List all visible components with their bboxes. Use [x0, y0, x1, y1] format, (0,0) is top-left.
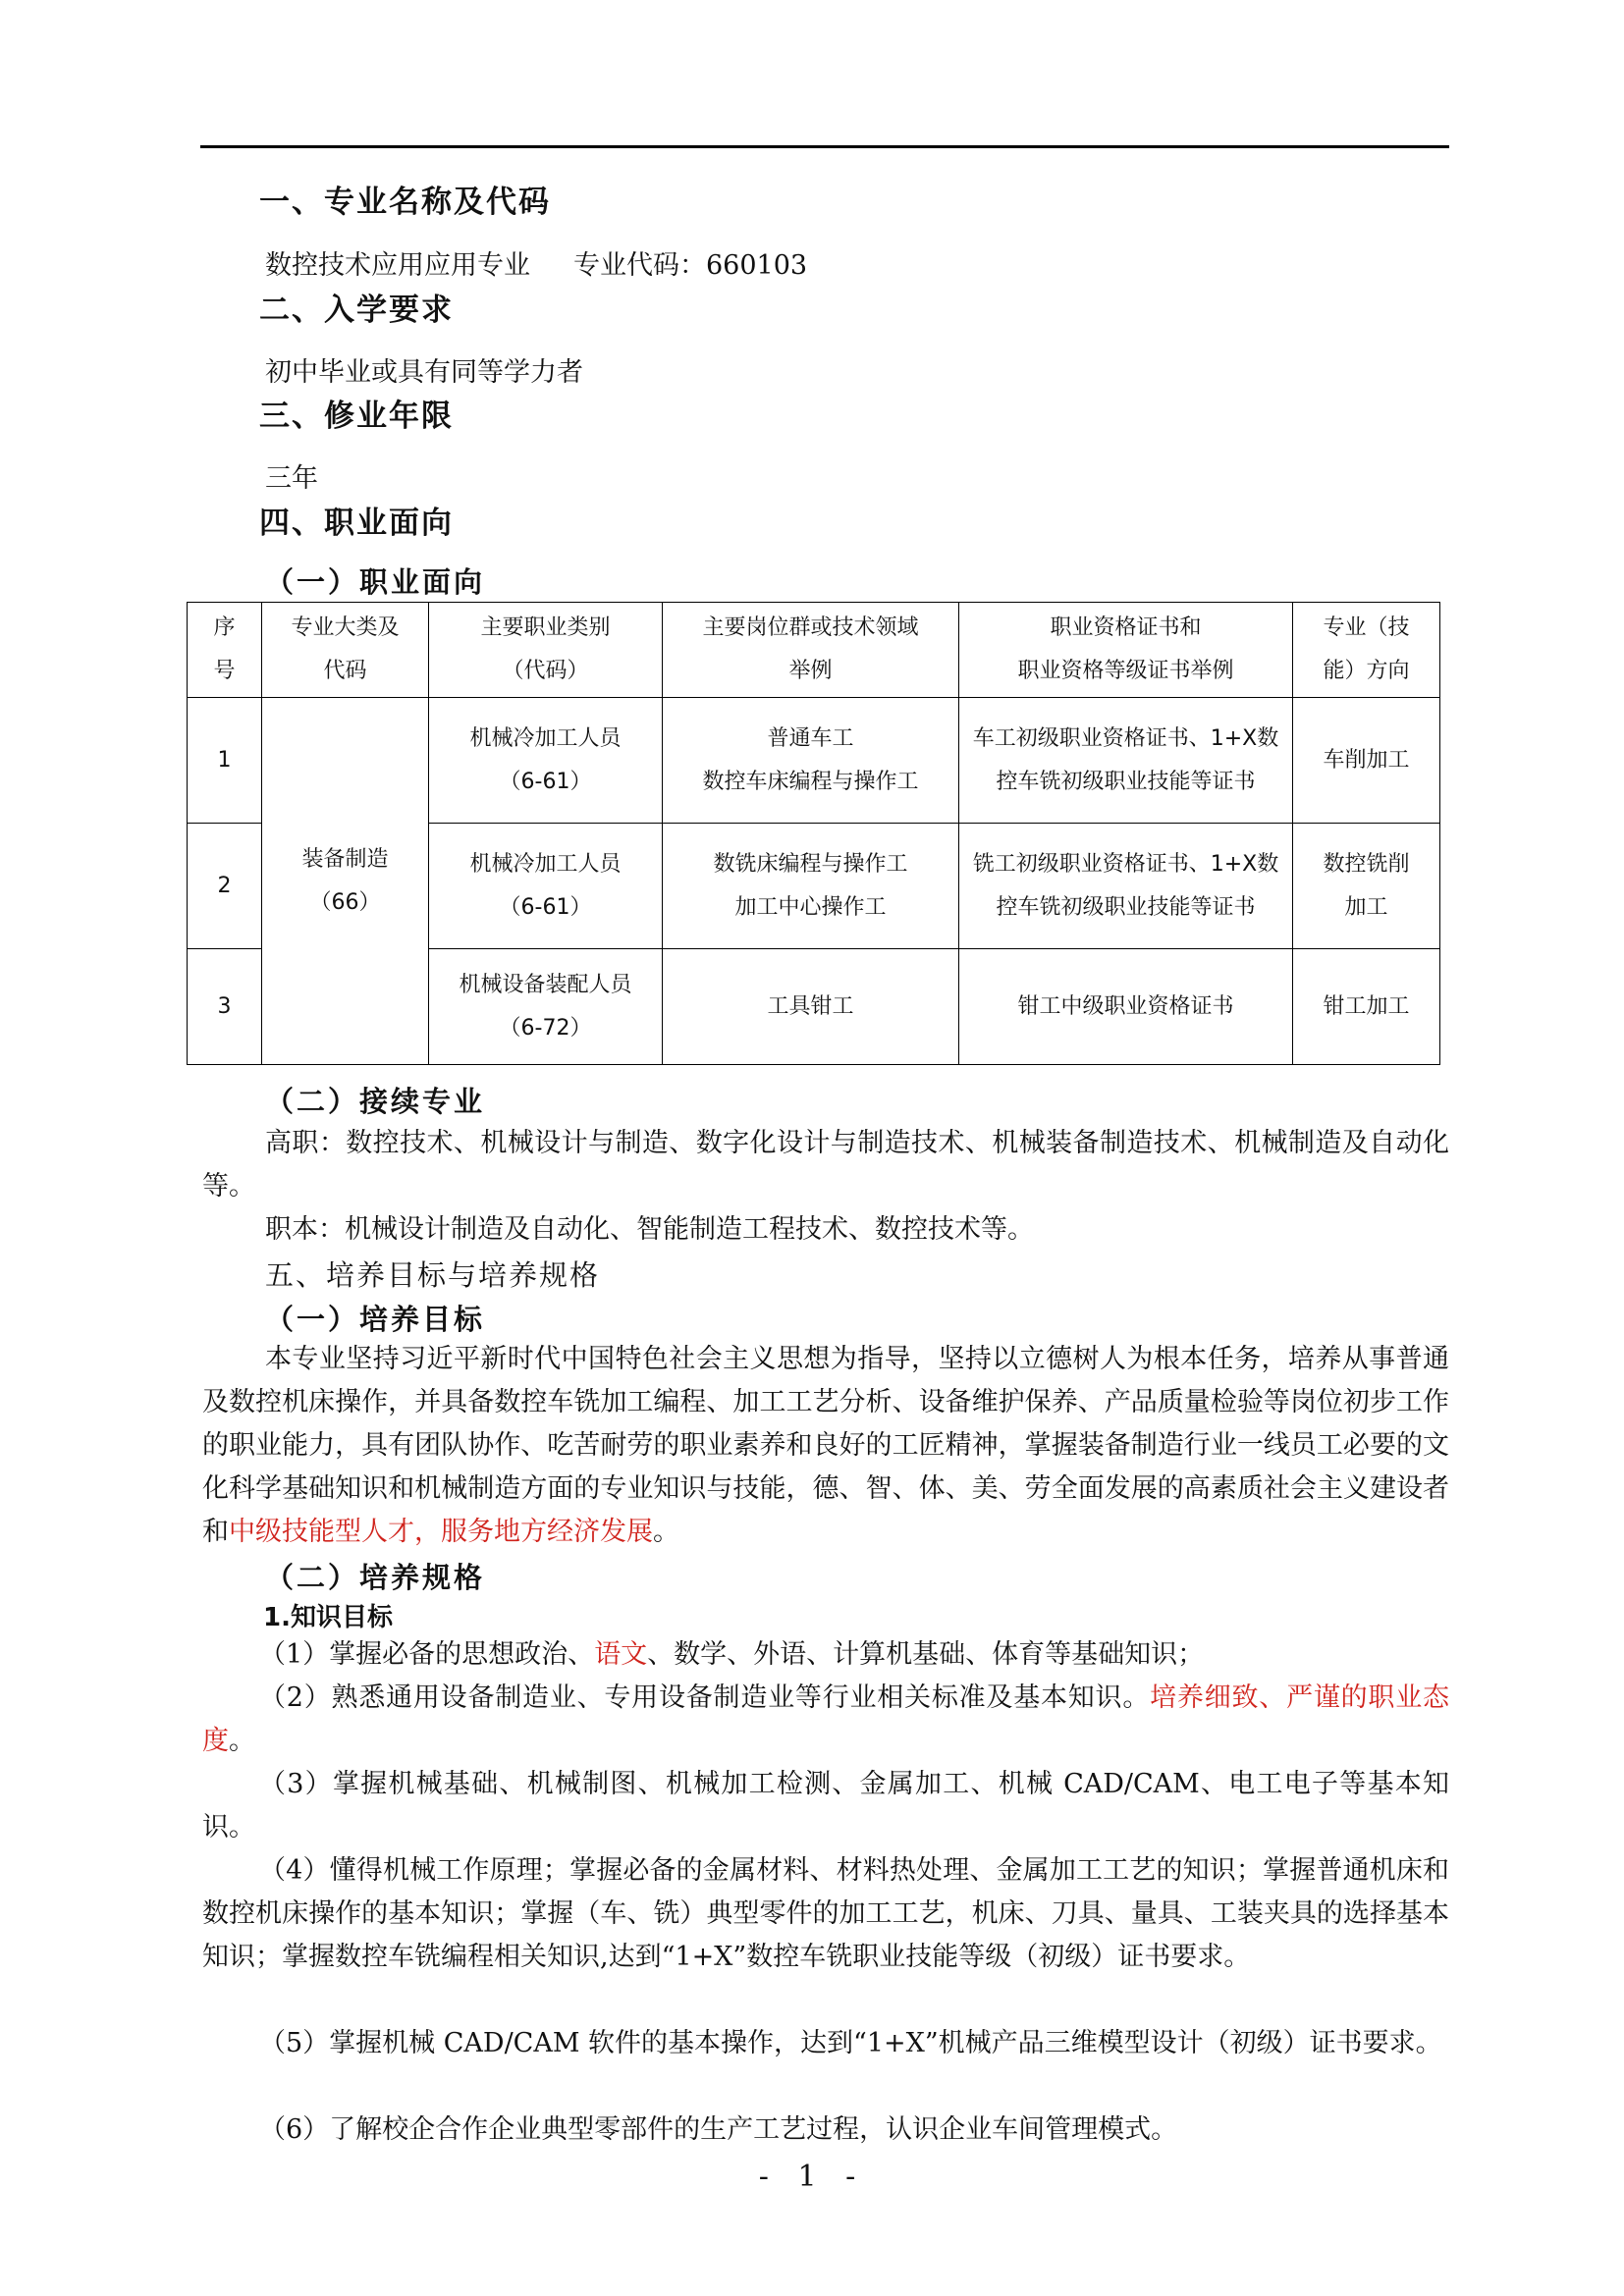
major-name: 数控技术应用应用专业: [265, 250, 530, 281]
knowledge-item-1: （1）掌握必备的思想政治、语文、数学、外语、计算机基础、体育等基础知识；: [259, 1639, 1205, 1670]
section-2-title: 二、入学要求: [259, 293, 454, 328]
section-5-title: 五、培养目标与培养规格: [265, 1258, 601, 1292]
header-post: 主要岗位群或技术领域 举例: [663, 603, 959, 698]
table-row: [188, 698, 1440, 824]
row-certificate: 钳工中级职业资格证书: [959, 949, 1293, 1065]
knowledge-item-4: （4）懂得机械工作原理；掌握必备的金属材料、材料热处理、金属加工工艺的知识；掌握普通机床和数控机床操作的基本知识；掌握（车、铣）典型零件的加工工艺，机床、刀具、量具、工装夹具的选择基本知识；掌握数控车铣编程相关知识,达到“1+X”数控车铣职业技能等级（初级）证书要求。: [202, 1855, 1449, 1972]
row-no: 1: [188, 698, 262, 824]
section-5-1-title: （一）培养目标: [265, 1303, 486, 1336]
row-certificate: 车工初级职业资格证书、1+X数控车铣初级职业技能等证书: [959, 698, 1293, 824]
section-4-title: 四、职业面向: [259, 506, 454, 541]
knowledge-goal-title: 1.知识目标: [263, 1603, 393, 1632]
category-cell: 装备制造 （66）: [262, 698, 429, 1065]
training-goal-paragraph: 本专业坚持习近平新时代中国特色社会主义思想为指导，坚持以立德树人为根本任务，培养从事普通及数控机床操作，并具备数控车铣加工编程、加工工艺分析、设备维护保养、产品质量检验等岗位初步工作的职业能力，具有团队协作、吃苦耐劳的职业素养和良好的工匠精神，掌握装备制造行业一线员工必要的文化科学基础知识和机械制造方面的专业知识与技能，德、智、体、美、劳全面发展的高素质社会主义建设者和中级技能型人才，服务地方经济发展。: [202, 1344, 1449, 1547]
header-no: 序 号: [188, 603, 262, 698]
section-5-2-title: （二）培养规格: [265, 1561, 486, 1594]
continuing-higher-vocational: 高职：数控技术、机械设计与制造、数字化设计与制造技术、机械装备制造技术、机械制造及自动化等。: [202, 1128, 1449, 1201]
section-4-2-title: （二）接续专业: [265, 1085, 486, 1118]
page-number: - 1 -: [758, 2160, 866, 2194]
row-direction: 钳工加工: [1293, 949, 1440, 1065]
header-rule: [200, 145, 1449, 148]
row-job: 机械冷加工人员 （6-61）: [429, 698, 663, 824]
section-4-1-title: （一）职业面向: [265, 565, 486, 599]
highlight-text: 中级技能型人才，服务地方经济发展: [229, 1517, 653, 1547]
knowledge-item-6: （6）了解校企合作企业典型零部件的生产工艺过程，认识企业车间管理模式。: [259, 2114, 1178, 2145]
header-direction: 专业（技 能）方向: [1293, 603, 1440, 698]
admission-requirement: 初中毕业或具有同等学力者: [265, 357, 583, 388]
row-direction: 车削加工: [1293, 698, 1440, 824]
continuing-vocational-bachelor: 职本：机械设计制造及自动化、智能制造工程技术、数控技术等。: [265, 1214, 1034, 1245]
row-certificate: 铣工初级职业资格证书、1+X数控车铣初级职业技能等证书: [959, 824, 1293, 949]
study-duration: 三年: [265, 463, 318, 494]
row-job: 机械冷加工人员 （6-61）: [429, 824, 663, 949]
section-1-title: 一、专业名称及代码: [259, 185, 551, 220]
major-code: 专业代码：660103: [573, 250, 808, 281]
row-direction: 数控铣削加工: [1293, 824, 1440, 949]
knowledge-item-5: （5）掌握机械 CAD/CAM 软件的基本操作，达到“1+X”机械产品三维模型设计（初级）证书要求。: [259, 2028, 1442, 2058]
row-job: 机械设备装配人员 （6-72）: [429, 949, 663, 1065]
row-post: 数铣床编程与操作工 加工中心操作工: [663, 824, 959, 949]
knowledge-item-3: （3）掌握机械基础、机械制图、机械加工检测、金属加工、机械 CAD/CAM、电工电子等基本知识。: [202, 1769, 1449, 1842]
row-no: 2: [188, 824, 262, 949]
row-post: 普通车工 数控车床编程与操作工: [663, 698, 959, 824]
table-header-row: [188, 603, 1440, 698]
row-post: 工具钳工: [663, 949, 959, 1065]
occupation-table: [187, 602, 1440, 1065]
major-name-line: [265, 243, 807, 282]
header-job-type: 主要职业类别 （代码）: [429, 603, 663, 698]
header-certificate: 职业资格证书和 职业资格等级证书举例: [959, 603, 1293, 698]
header-category: 专业大类及 代码: [262, 603, 429, 698]
section-3-title: 三、修业年限: [259, 399, 454, 434]
knowledge-item-2: （2）熟悉通用设备制造业、专用设备制造业等行业相关标准及基本知识。培养细致、严谨的职业态度。: [202, 1682, 1450, 1756]
row-no: 3: [188, 949, 262, 1065]
